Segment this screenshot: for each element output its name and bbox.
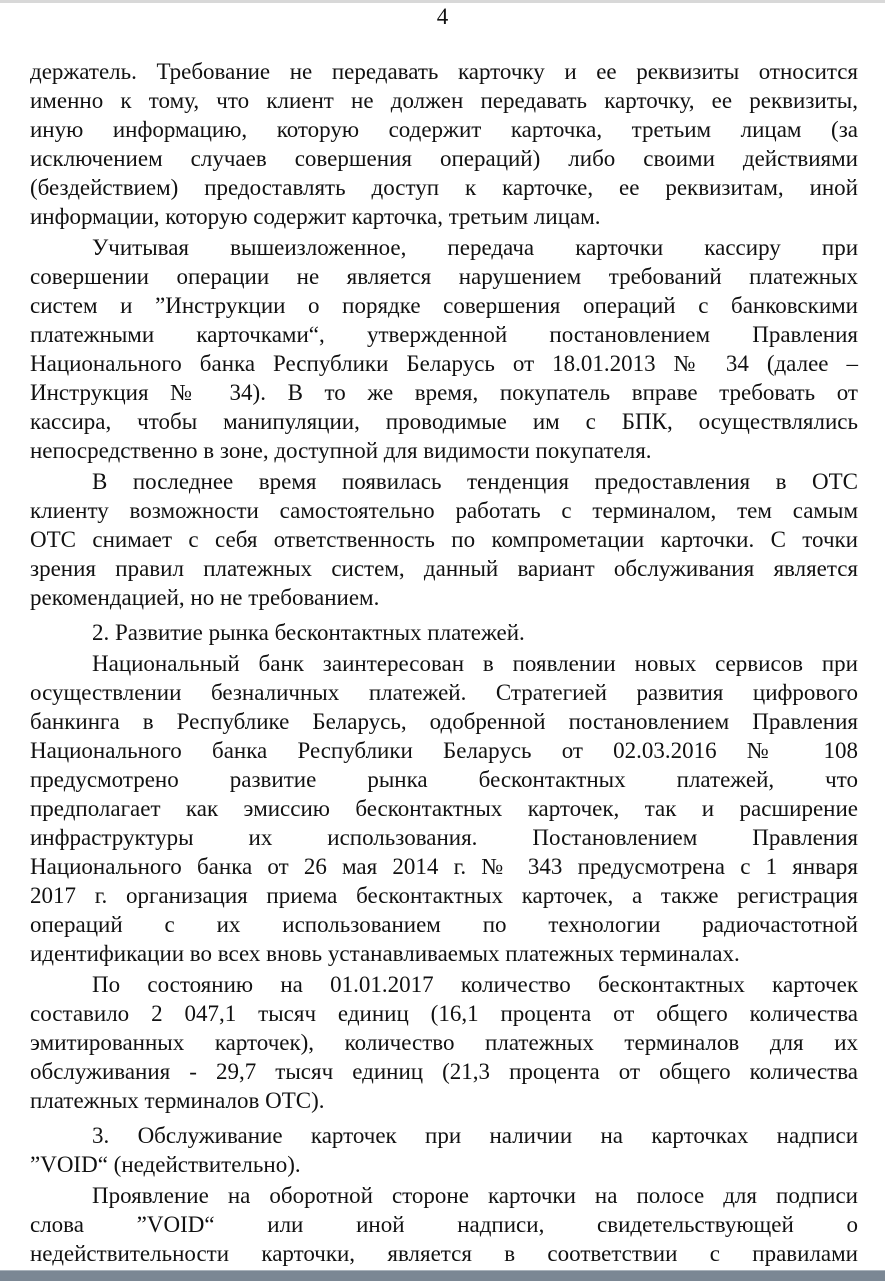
text-line: 2017 г. организация приема бесконтактных карточек, а также регистрация	[30, 883, 858, 908]
text-line: Учитывая вышеизложенное, передача карточки кассиру при	[92, 235, 858, 260]
text-line: По состоянию на 01.01.2017 количество бесконтактных карточек	[92, 972, 858, 997]
text-line: слова ”VOID“ или иной надписи, свидетельствующей о	[30, 1212, 858, 1237]
text-line: Инструкция № 34). В то же время, покупатель вправе требовать от	[30, 380, 858, 405]
paragraph	[30, 233, 858, 465]
text-line: недействительности карточки, является в соответствии с правилами	[30, 1241, 858, 1266]
text-line: платежными карточками“, утвержденной постановлением Правления	[30, 322, 858, 347]
text-line: инфраструктуры их использования. Постановлением Правления	[30, 825, 858, 850]
text-line: 3. Обслуживание карточек при наличии на карточках надписи	[92, 1123, 858, 1148]
text-line: обслуживания - 29,7 тысяч единиц (21,3 процента от общего количества	[30, 1059, 858, 1084]
text-line: иную информацию, которую содержит карточка, третьим лицам (за	[30, 117, 858, 142]
text-line: банкинга в Республике Беларусь, одобренной постановлением Правления	[30, 709, 858, 734]
paragraph	[30, 57, 858, 231]
text-line: осуществлении безналичных платежей. Стратегией развития цифрового	[30, 680, 858, 705]
text-line: исключением случаев совершения операций) либо своими действиями	[30, 146, 858, 171]
text-line: 2. Развитие рынка бесконтактных платежей.	[92, 620, 525, 645]
text-line: непосредственно в зоне, доступной для видимости покупателя.	[30, 438, 652, 463]
viewer-bottom-edge	[0, 1270, 885, 1281]
text-line: (бездействием) предоставлять доступ к карточке, ее реквизитам, иной	[30, 175, 858, 200]
text-line: Национального банка Республики Беларусь от 18.01.2013 № 34 (далее –	[30, 351, 858, 376]
page-number: 4	[436, 4, 449, 29]
text-line: ”VOID“ (недействительно).	[30, 1152, 301, 1177]
text-line: кассира, чтобы манипуляции, проводимые им с БПК, осуществлялись	[30, 409, 858, 434]
text-line: идентификации во всех вновь устанавливаемых платежных терминалах.	[30, 941, 740, 966]
text-line: Национального банка от 26 мая 2014 г. № 343 предусмотрена с 1 января	[30, 854, 858, 879]
paragraph	[30, 1121, 858, 1179]
text-line: ОТС снимает с себя ответственность по компрометации карточки. С точки	[30, 527, 858, 552]
text-line: предполагает как эмиссию бесконтактных карточек, так и расширение	[30, 796, 858, 821]
text-line: рекомендацией, но не требованием.	[30, 585, 380, 610]
text-line: совершении операции не является нарушением требований платежных	[30, 264, 858, 289]
text-line: составило 2 047,1 тысяч единиц (16,1 процента от общего количества	[30, 1001, 858, 1026]
paragraph	[30, 970, 858, 1115]
text-line: клиенту возможности самостоятельно работать с терминалом, тем самым	[30, 498, 858, 523]
text-line: Национальный банк заинтересован в появлении новых сервисов при	[92, 651, 858, 676]
paragraph	[30, 618, 858, 647]
text-line: именно к тому, что клиент не должен передавать карточку, ее реквизиты,	[30, 88, 858, 113]
text-line: информации, которую содержит карточка, третьим лицам.	[30, 204, 601, 229]
text-line: платежных терминалов ОТС).	[30, 1088, 325, 1113]
text-line: предусмотрено развитие рынка бесконтактных платежей, что	[30, 767, 858, 792]
text-line: эмитированных карточек), количество платежных терминалов для их	[30, 1030, 858, 1055]
paragraph	[30, 1181, 858, 1268]
text-line: В последнее время появилась тенденция предоставления в ОТС	[92, 469, 858, 494]
text-line: Проявление на оборотной стороне карточки на полосе для подписи	[92, 1183, 858, 1208]
paragraph	[30, 467, 858, 612]
text-line: держатель. Требование не передавать карточку и ее реквизиты относится	[30, 59, 858, 84]
text-line: Национального банка Республики Беларусь от 02.03.2016 № 108	[30, 738, 858, 763]
paragraph	[30, 649, 858, 968]
text-line: зрения правил платежных систем, данный вариант обслуживания является	[30, 556, 858, 581]
viewer-top-edge	[0, 0, 885, 3]
text-line: операций с их использованием по технологии радиочастотной	[30, 912, 858, 937]
text-line: систем и ”Инструкции о порядке совершения операций с банковскими	[30, 293, 858, 318]
document-body	[30, 55, 858, 1268]
